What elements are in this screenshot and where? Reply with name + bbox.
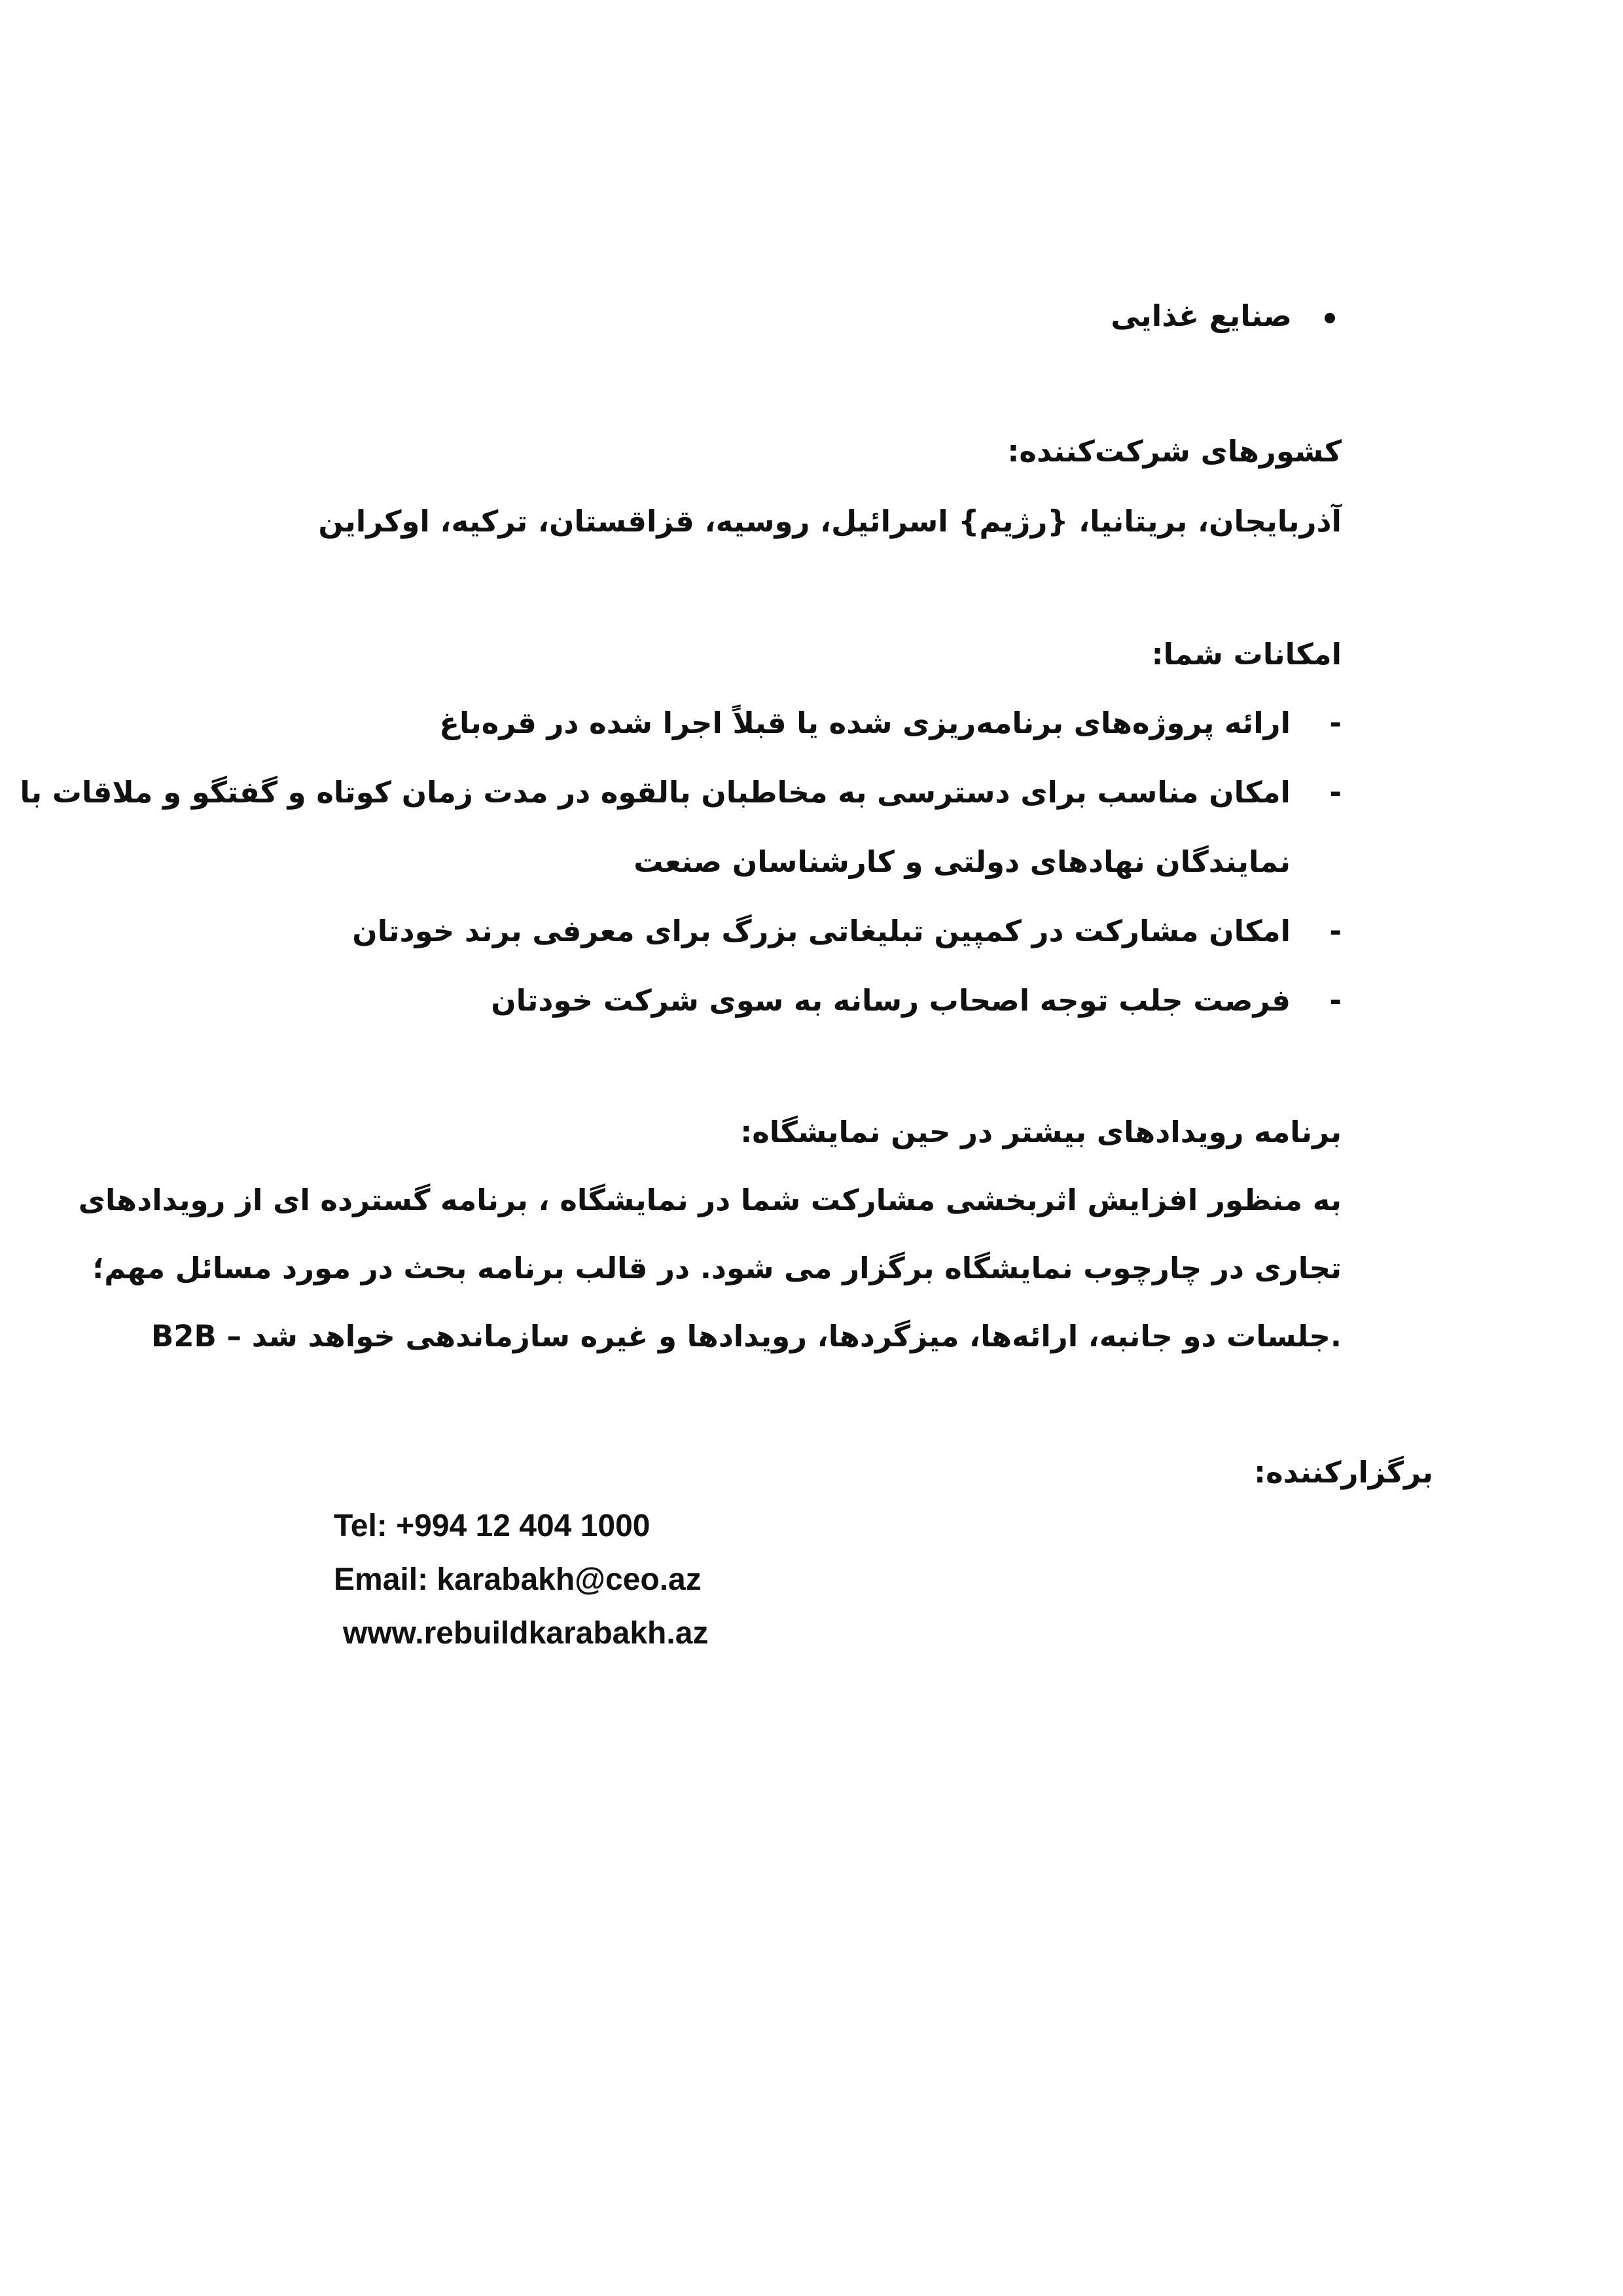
- feature-text: نمایندگان نهادهای دولتی و کارشناسان صنعت: [633, 844, 1291, 879]
- countries-list: آذربایجان، بریتانیا، {رژیم} اسرائیل، روسیه، قزاقستان، ترکیه، اوکراین: [318, 504, 1342, 539]
- events-paragraph-line: به منظور افزایش اثربخشی مشارکت شما در نمایشگاه ، برنامه گسترده ای از رویدادهای: [78, 1183, 1342, 1217]
- feature-text: امکان مشارکت در کمپین تبلیغاتی بزرگ برای معرفی برند خودتان: [352, 914, 1291, 948]
- feature-item: [229, 700, 1342, 746]
- features-heading: امکانات شما:: [1151, 637, 1342, 672]
- sector-label: صنایع غذایی: [1111, 298, 1292, 333]
- organizer-heading: برگزارکننده:: [1254, 1455, 1433, 1490]
- feature-item-continuation: [178, 839, 1291, 885]
- dash-marker: -: [1329, 706, 1342, 740]
- events-paragraph-line: B2B – جلسات دو جانبه، ارائه‌ها، میزگردها، رویدادها و غیره سازماندهی خواهد شد.: [151, 1319, 1342, 1354]
- feature-item: [20, 770, 1342, 816]
- organizer-website: www.rebuildkarabakh.az: [343, 1616, 709, 1651]
- events-paragraph-line: تجاری در چارچوب نمایشگاه برگزار می شود. در قالب برنامه بحث در مورد مسائل مهم؛: [92, 1251, 1342, 1285]
- countries-heading: کشورهای شرکت‌کننده:: [1007, 434, 1342, 469]
- dash-marker: -: [1329, 775, 1342, 810]
- feature-item: [229, 908, 1342, 954]
- dash-marker: -: [1329, 914, 1342, 948]
- feature-item: [229, 978, 1342, 1024]
- dash-marker: -: [1329, 983, 1342, 1018]
- organizer-phone: Tel: +994 12 404 1000: [334, 1509, 651, 1543]
- feature-text: فرصت جلب توجه اصحاب رسانه به سوی شرکت خودتان: [491, 983, 1291, 1018]
- sector-bullet-item: [1111, 293, 1342, 339]
- organizer-email: Email: karabakh@ceo.az: [334, 1562, 702, 1597]
- feature-text: امکان مناسب برای دسترسی به مخاطبان بالقوه در مدت زمان کوتاه و گفتگو و ملاقات با: [20, 775, 1291, 810]
- events-heading: برنامه رویدادهای بیشتر در حین نمایشگاه:: [740, 1115, 1342, 1149]
- bullet-dot-icon: [1325, 313, 1335, 323]
- feature-text: ارائه پروژه‌های برنامه‌ریزی شده یا قبلاً اجرا شده در قره‌باغ: [439, 706, 1291, 740]
